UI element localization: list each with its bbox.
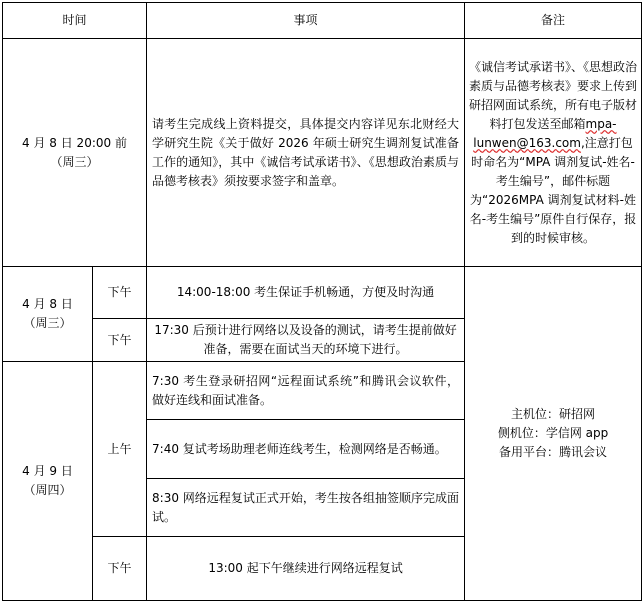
platform-side: 侧机位：学信网 app bbox=[497, 426, 609, 440]
schedule-item: 8:30 网络远程复试正式开始，考生按各组抽签顺序完成面试。 bbox=[147, 479, 465, 537]
period-label: 下午 bbox=[93, 319, 147, 362]
day1-date-cell bbox=[3, 267, 93, 362]
deadline-weekday: （周三） bbox=[50, 154, 99, 169]
deadline-time-cell bbox=[3, 39, 147, 267]
platform-cell bbox=[465, 267, 642, 601]
note-text-1: 《诚信考试承诺书》、《思想政治素质与品德考核表》要求上传到研招网面试系统，所有电子版材料打包发送至邮箱 bbox=[469, 59, 638, 131]
submission-item: 请考生完成线上资料提交，具体提交内容详见东北财经大学研究生院《关于做好 2026 年硕士研究生调剂复试准备工作的通知》，其中《诚信考试承诺书》、《思想政治素质与品德考核表》须按要求签字和盖章。 bbox=[147, 39, 465, 267]
schedule-item: 7:30 考生登录研招网“远程面试系统”和腾讯会议软件，做好连线和面试准备。 bbox=[147, 362, 465, 420]
deadline-time: 4 月 8 日 20:00 前 bbox=[22, 135, 127, 150]
schedule-item: 7:40 复试考场助理老师连线考生，检测网络是否畅通。 bbox=[147, 420, 465, 479]
header-row bbox=[3, 3, 642, 39]
period-label: 上午 bbox=[93, 362, 147, 537]
email-address: mpa-lunwen@163.com bbox=[473, 116, 617, 150]
header-time: 时间 bbox=[3, 3, 147, 39]
note-text-2: ,注意打包时命名为“MPA 调剂复试-姓名-考生编号”，邮件标题为“2026MPA 调剂复试材料-姓名-考生编号”原件自行保存，报到的时候审核。 bbox=[469, 135, 637, 245]
day2-date: 4 月 9 日 bbox=[22, 464, 73, 478]
submission-note-cell bbox=[465, 39, 642, 267]
schedule-table bbox=[2, 2, 642, 601]
header-note: 备注 bbox=[465, 3, 642, 39]
period-label: 下午 bbox=[93, 537, 147, 601]
day2-weekday: （周四） bbox=[23, 483, 72, 497]
day2-date-cell bbox=[3, 362, 93, 601]
table-row bbox=[3, 267, 642, 319]
period-label: 下午 bbox=[93, 267, 147, 319]
platform-backup: 备用平台：腾讯会议 bbox=[499, 445, 608, 459]
day1-weekday: （周三） bbox=[23, 316, 72, 330]
table-row bbox=[3, 39, 642, 267]
day1-date: 4 月 8 日 bbox=[22, 297, 73, 311]
schedule-item: 14:00-18:00 考生保证手机畅通，方便及时沟通 bbox=[147, 267, 465, 319]
schedule-item: 17:30 后预计进行网络以及设备的测试，请考生提前做好准备，需要在面试当天的环境下进行。 bbox=[147, 319, 465, 362]
schedule-item: 13:00 起下午继续进行网络远程复试 bbox=[147, 537, 465, 601]
header-item: 事项 bbox=[147, 3, 465, 39]
platform-main: 主机位：研招网 bbox=[511, 407, 596, 421]
